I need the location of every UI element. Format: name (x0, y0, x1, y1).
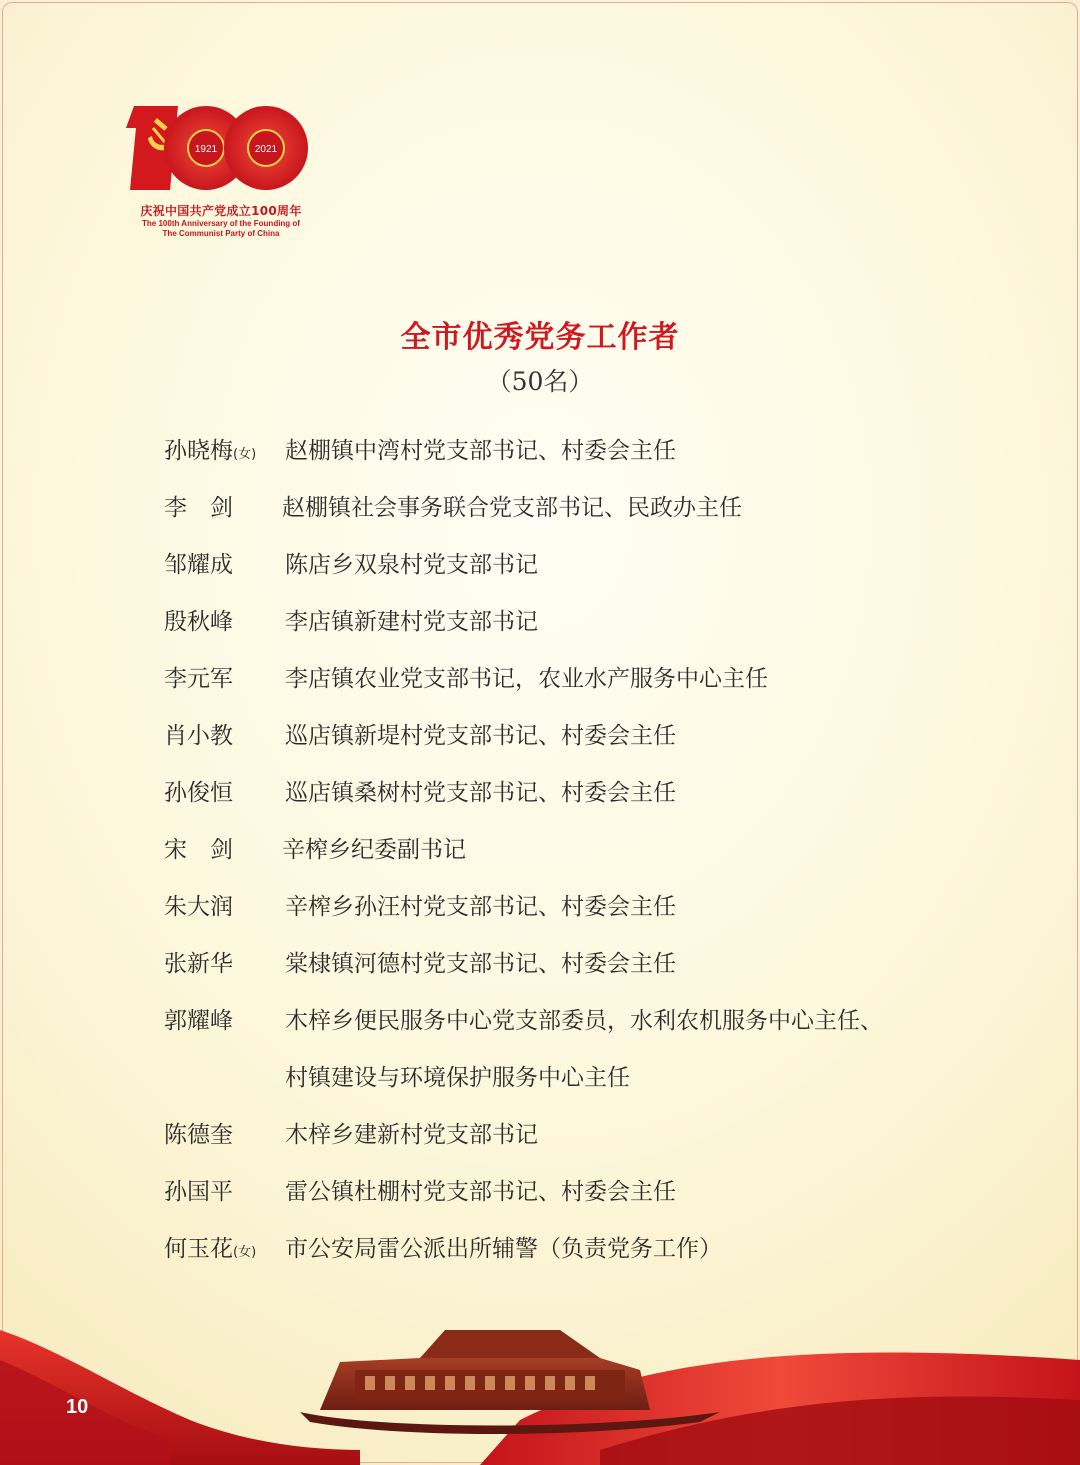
list-item (0, 1172, 1080, 1212)
entry-role: 雷公镇杜棚村党支部书记、村委会主任 (285, 1179, 676, 1205)
entry-name: 肖小教 (164, 723, 233, 749)
entry-name: 宋 剑 (164, 837, 233, 863)
entry-role: 木梓乡便民服务中心党支部委员，水利农机服务中心主任、 (285, 1008, 883, 1034)
page-number: 10 (66, 1396, 89, 1418)
gender-tag: (女) (233, 447, 257, 462)
entry-name: 陈德奎 (164, 1122, 233, 1148)
page-subtitle: （50名） (486, 367, 594, 396)
entry-name: 孙晓梅(女) (164, 438, 257, 464)
list-item (0, 602, 1080, 642)
entry-name: 孙国平 (164, 1179, 233, 1205)
entry-name: 张新华 (164, 951, 233, 977)
logo-year-start: 1921 (194, 144, 218, 155)
entry-name: 孙俊恒 (164, 780, 233, 806)
entry-name: 殷秋峰 (164, 609, 233, 635)
entry-role: 李店镇农业党支部书记，农业水产服务中心主任 (285, 666, 768, 692)
entry-role: 赵棚镇中湾村党支部书记、村委会主任 (285, 438, 676, 464)
list-item-continuation (0, 1058, 1080, 1098)
logo-caption-cn: 庆祝中国共产党成立100周年 (140, 204, 302, 218)
entry-name: 郭耀峰 (164, 1008, 233, 1034)
logo-caption-en-1: The 100th Anniversary of the Founding of (142, 219, 300, 228)
list-item (0, 659, 1080, 699)
page-title: 全市优秀党务工作者 (400, 320, 680, 355)
list-item (0, 773, 1080, 813)
entry-name: 李元军 (164, 666, 233, 692)
list-item (0, 1229, 1080, 1269)
entry-name: 何玉花(女) (164, 1236, 257, 1262)
red-ribbon-boat-decoration (0, 1300, 1080, 1465)
entry-role: 辛榨乡孙汪村党支部书记、村委会主任 (285, 894, 676, 920)
entry-role: 陈店乡双泉村党支部书记 (285, 552, 538, 578)
list-item (0, 716, 1080, 756)
entry-role: 市公安局雷公派出所辅警（负责党务工作） (285, 1236, 722, 1262)
list-item (0, 1001, 1080, 1041)
centenary-logo (126, 98, 316, 248)
entry-role: 赵棚镇社会事务联合党支部书记、民政办主任 (282, 495, 742, 521)
list-item (0, 545, 1080, 585)
list-item (0, 1115, 1080, 1155)
entry-role: 李店镇新建村党支部书记 (285, 609, 538, 635)
gender-tag: (女) (233, 1245, 257, 1260)
entry-role: 木梓乡建新村党支部书记 (285, 1122, 538, 1148)
list-item (0, 488, 1080, 528)
entry-role: 棠棣镇河德村党支部书记、村委会主任 (285, 951, 676, 977)
entry-role: 村镇建设与环境保护服务中心主任 (285, 1065, 630, 1091)
centenary-emblem-icon (126, 98, 316, 202)
list-item (0, 887, 1080, 927)
list-item (0, 944, 1080, 984)
entry-name: 邹耀成 (164, 552, 233, 578)
entry-role: 巡店镇桑树村党支部书记、村委会主任 (285, 780, 676, 806)
list-item (0, 830, 1080, 870)
logo-caption-en-2: The Communist Party of China (162, 229, 280, 238)
entry-role: 巡店镇新堤村党支部书记、村委会主任 (285, 723, 676, 749)
logo-year-end: 2021 (254, 144, 278, 155)
entry-role: 辛榨乡纪委副书记 (282, 837, 466, 863)
entry-name: 李 剑 (164, 495, 233, 521)
entry-name: 朱大润 (164, 894, 233, 920)
list-item (0, 431, 1080, 471)
